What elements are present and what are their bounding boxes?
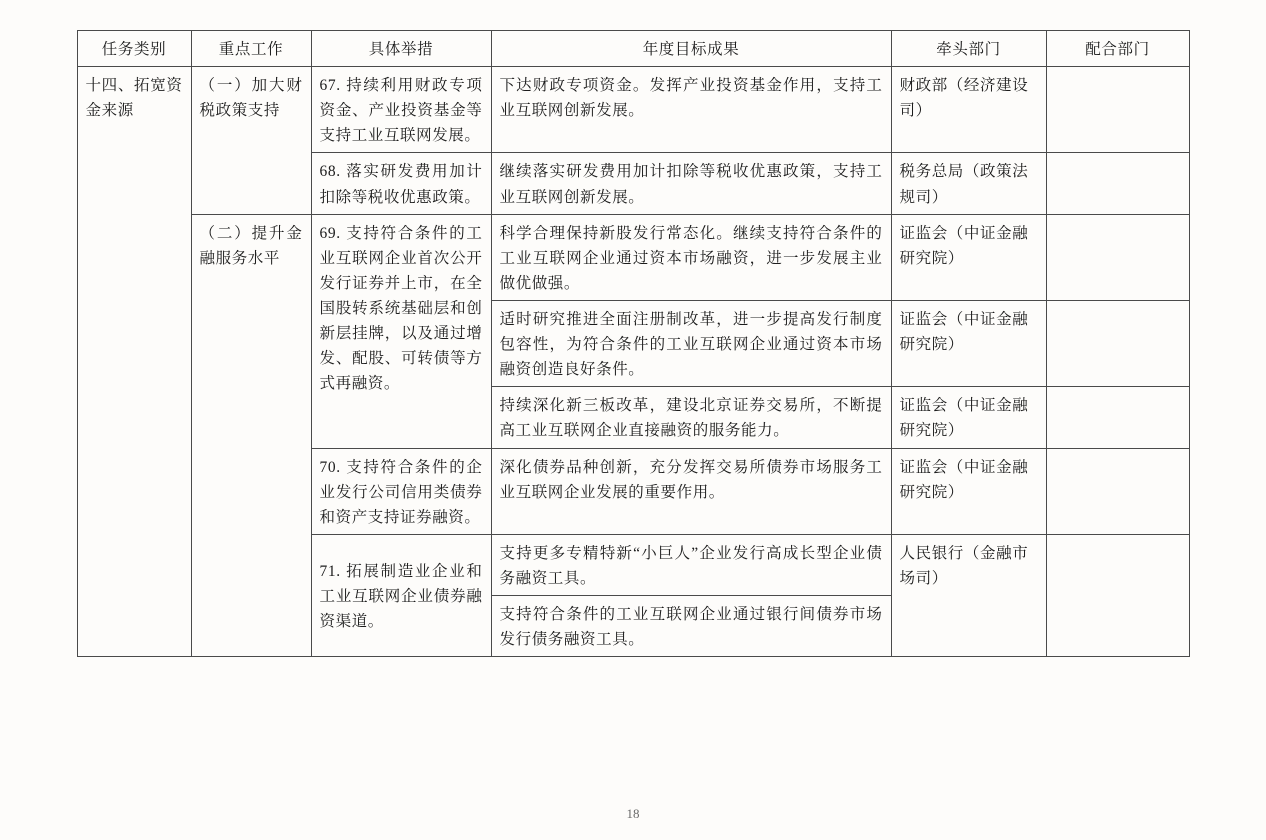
page-number: 18: [626, 806, 640, 821]
measure-cell-70: 70. 支持符合条件的企业发行公司信用类债券和资产支持证券融资。: [311, 448, 491, 534]
table-header: [77, 31, 1189, 67]
column-header-lead-department: 牵头部门: [891, 31, 1046, 67]
lead-department-cell-71: 人民银行（金融市场司）: [891, 534, 1046, 656]
goal-cell-68: 继续落实研发费用加计扣除等税收优惠政策，支持工业互联网创新发展。: [491, 153, 891, 214]
measure-cell-69: 69. 支持符合条件的工业互联网企业首次公开发行证券并上市，在全国股转系统基础层和创新层挂牌，以及通过增发、配股、可转债等方式再融资。: [311, 214, 491, 448]
support-department-cell-68: [1046, 153, 1189, 214]
column-header-task-category: 任务类别: [77, 31, 191, 67]
goal-cell-69a: 科学合理保持新股发行常态化。继续支持符合条件的工业互联网企业通过资本市场融资，进一步发展主业做优做强。: [491, 214, 891, 300]
lead-department-cell-69a: 证监会（中证金融研究院）: [891, 214, 1046, 300]
lead-department-cell-67: 财政部（经济建设司）: [891, 67, 1046, 153]
goal-cell-69c: 持续深化新三板改革，建设北京证券交易所，不断提高工业互联网企业直接融资的服务能力。: [491, 387, 891, 448]
support-department-cell-69a: [1046, 214, 1189, 300]
support-department-cell-67: [1046, 67, 1189, 153]
key-work-cell-1: （一）加大财税政策支持: [191, 67, 311, 215]
support-department-cell-69b: [1046, 300, 1189, 386]
goal-cell-71b: 支持符合条件的工业互联网企业通过银行间债券市场发行债务融资工具。: [491, 596, 891, 657]
table-header-row: [77, 31, 1189, 67]
measure-cell-68: 68. 落实研发费用加计扣除等税收优惠政策。: [311, 153, 491, 214]
lead-department-cell-70: 证监会（中证金融研究院）: [891, 448, 1046, 534]
measure-cell-71: 71. 拓展制造业企业和工业互联网企业债券融资渠道。: [311, 534, 491, 656]
measure-cell-67: 67. 持续利用财政专项资金、产业投资基金等支持工业互联网发展。: [311, 67, 491, 153]
support-department-cell-69c: [1046, 387, 1189, 448]
goal-cell-67: 下达财政专项资金。发挥产业投资基金作用，支持工业互联网创新发展。: [491, 67, 891, 153]
goal-cell-70: 深化债券品种创新，充分发挥交易所债券市场服务工业互联网企业发展的重要作用。: [491, 448, 891, 534]
goal-cell-71a: 支持更多专精特新“小巨人”企业发行高成长型企业债务融资工具。: [491, 534, 891, 595]
goal-cell-69b: 适时研究推进全面注册制改革，进一步提高发行制度包容性，为符合条件的工业互联网企业通过资本市场融资创造良好条件。: [491, 300, 891, 386]
lead-department-cell-69c: 证监会（中证金融研究院）: [891, 387, 1046, 448]
key-work-cell-2: （二）提升金融服务水平: [191, 214, 311, 657]
policy-task-table: [77, 30, 1190, 657]
support-department-cell-70: [1046, 448, 1189, 534]
column-header-annual-goal: 年度目标成果: [491, 31, 891, 67]
task-category-cell: 十四、拓宽资金来源: [77, 67, 191, 657]
column-header-support-department: 配合部门: [1046, 31, 1189, 67]
column-header-measure: 具体举措: [311, 31, 491, 67]
table-row: [77, 214, 1189, 300]
support-department-cell-71: [1046, 534, 1189, 656]
table-body: [77, 67, 1189, 657]
column-header-key-work: 重点工作: [191, 31, 311, 67]
table-row: [77, 67, 1189, 153]
lead-department-cell-69b: 证监会（中证金融研究院）: [891, 300, 1046, 386]
lead-department-cell-68: 税务总局（政策法规司）: [891, 153, 1046, 214]
